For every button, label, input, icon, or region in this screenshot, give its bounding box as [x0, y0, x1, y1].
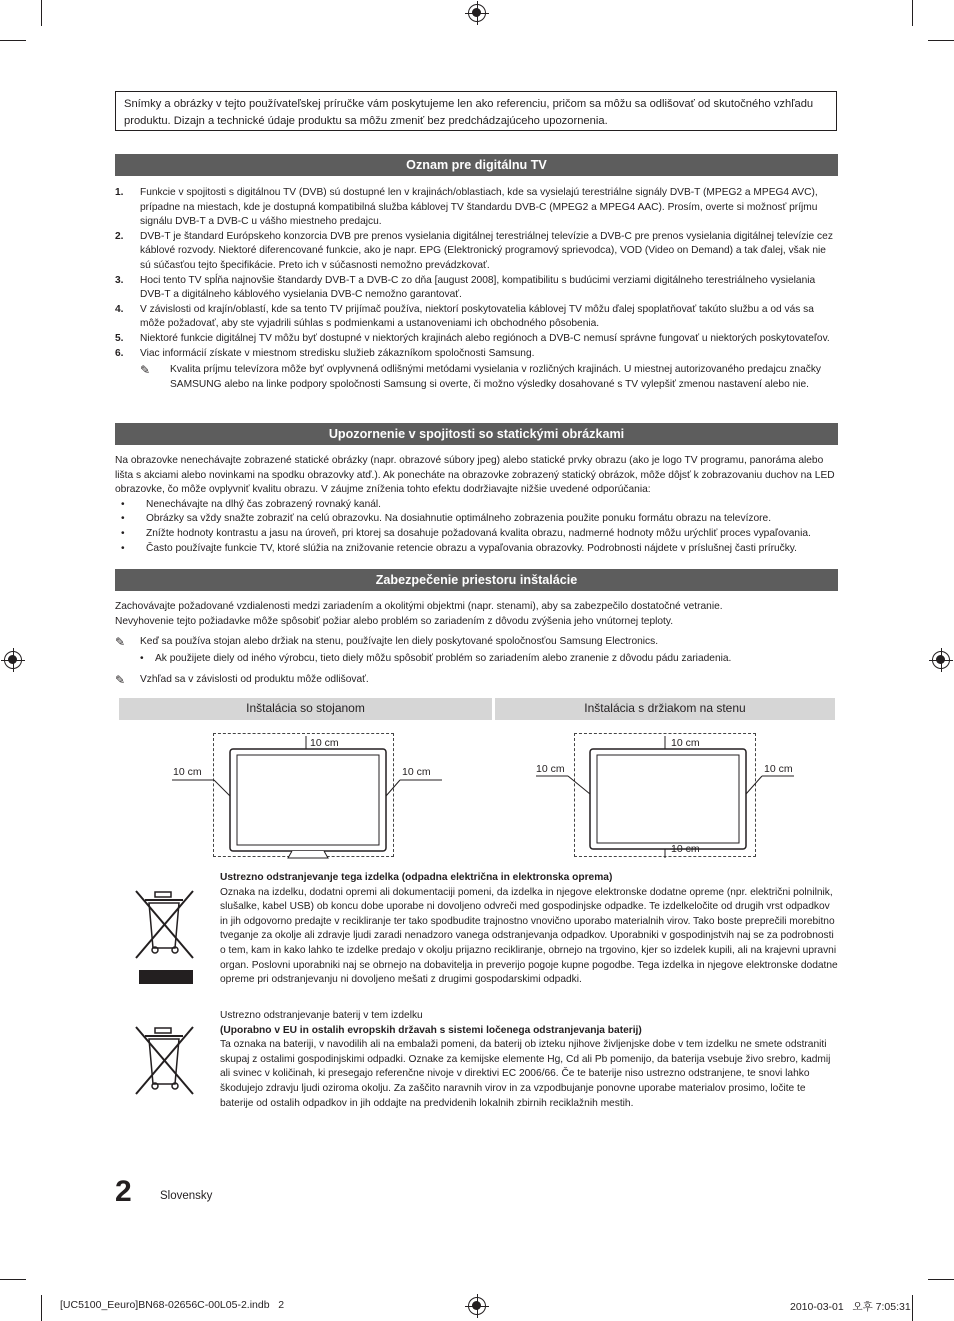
crop-mark — [0, 40, 26, 41]
list-item: 5. Niektoré funkcie digitálnej TV môžu byť dostupné v niektorých krajinách alebo regiónoch a DVB-C nemusí správne fungovať u niektorých poskytovateľov. — [115, 332, 830, 344]
reception-note: ✎ Kvalita príjmu televízora môže byť ovplyvnená odlišnými metódami vysielania v rozličných krajinách. U miestnej autorizovaného predajcu značky SAMSUNG alebo na linke podpory spoločnosti Samsung si overte, či možno výsledky dosahované s TV vylepšiť zmenou nastavení alebo nie. — [140, 363, 839, 392]
install-text: Zachovávajte požadované vzdialenosti medzi zariadením a okolitými objektmi (napr. stenami), aby sa zabezpečilo dostatočné vetranie. — [115, 601, 723, 612]
crop-mark — [928, 40, 954, 41]
stand-install-header: Inštalácia so stojanom — [119, 698, 492, 720]
page-number: 2 — [115, 1175, 132, 1208]
dist-right: 10 cm — [402, 766, 431, 778]
install-body — [115, 600, 839, 688]
file-name: [UC5100_Eeuro]BN68-02656C-00L05-2.indb 2 — [60, 1299, 285, 1311]
crop-mark — [928, 1279, 954, 1280]
install-note: ✎ Vzhľad sa v závislosti od produktu môže odlišovať. — [115, 673, 369, 688]
crossed-bin-icon — [133, 888, 197, 988]
registration-mark-icon — [4, 651, 22, 669]
dist-bottom: 10 cm — [671, 843, 700, 855]
list-item: • Obrázky sa vždy snažte zobraziť na celú obrazovku. Na dosiahnutie optimálneho zobrazenia použite ponuku formátu obrazu na televízore. — [121, 513, 772, 525]
list-item: 2. DVB-T je štandard Európskeho konzorcia DVB pre prenos vysielania digitálnej terestriálnej televízie a DVB-C pre prenos vysielania digitálnej televízie cez káblové rozvody. Niektoré diferencované funkcie, ako je napr. EPG (Elektronický programový sprievodca), VOD (Video on Demand) a tak ďalej, však nie sú súčasťou tejto špecifikácie. Preto ich v súčasnosti nemožno prevádzkovať. — [115, 230, 833, 271]
pen-note-icon: ✎ — [115, 635, 126, 650]
crop-mark — [0, 1279, 26, 1280]
list-item: • Často používajte funkcie TV, ktoré slúžia na znižovanie retencie obrazu a vypaľovania obrazovky. Podrobnosti nájdete v príslušnej časti príručky. — [121, 542, 797, 554]
pen-note-icon: ✎ — [140, 363, 151, 378]
list-item: 4. V závislosti od krajín/oblastí, kde sa tento TV prijímač používa, niektorí poskytovatelia káblovej TV môžu ďalej spoplatňovať takúto službu a od vás sa môže požadovať, aby ste vyjadrili súhlas s podmienkami a ustanoveniami ich obchodného pôsobenia. — [115, 303, 814, 330]
wall-install-header: Inštalácia s držiakom na stenu — [495, 698, 835, 720]
dist-left: 10 cm — [536, 763, 565, 775]
weee-notice — [220, 871, 840, 988]
still-image-intro: Na obrazovke nenechávajte zobrazené statické obrázky (napr. obrazové súbory jpeg) alebo statické prvky obrazu (ako je logo TV programu, panoráma alebo lišta s akciami alebo novinkami na spodku obrazovky atď.). Ak ponecháte na obrazovke zobrazený statický obrázok, môže dôjsť k zobrazovaniu duchov na LED obrazovke, čo môže ovplyvniť kvalitu obrazu. V záujme zníženia tohto efektu dodržiavajte nižšie uvedené odporúčania: — [115, 455, 835, 496]
dist-top: 10 cm — [310, 737, 339, 749]
weee-title: Ustrezno odstranjevanje tega izdelka (odpadna električna in elektronska oprema) — [220, 872, 613, 883]
list-item: 3. Hoci tento TV spĺňa najnovšie štandardy DVB-T a DVB-C zo dňa [august 2008], kompatibilitu s budúcimi verziami digitálneho terestriálneho vysielania DVB-T a digitálneho káblového vysielania DVB-C nemožno garantovať. — [115, 274, 816, 301]
crossed-bin-icon — [133, 1024, 197, 1104]
digital-tv-list — [115, 186, 839, 392]
registration-mark-icon — [932, 651, 950, 669]
list-item: • Nenechávajte na dlhý čas zobrazený rovnaký kanál. — [121, 498, 382, 510]
battery-subtitle: (Uporabno v EU in ostalih evropskih državah s sistemi ločenega odstranjevanja baterij) — [220, 1024, 642, 1036]
section-header-install: Zabezpečenie priestoru inštalácie — [115, 569, 838, 591]
crop-mark — [41, 0, 42, 26]
dist-left: 10 cm — [173, 766, 202, 778]
weee-text: Oznaka na izdelku, dodatni opremi ali dokumentaciji pomeni, da izdelka in njegove elektronske dodatne opreme (npr. električni polnilnik, slušalke, kabel USB) ob koncu dobe uporabe ni dovoljeno odvreči med gospodinjske odpadke. Te izdelkeločite od drugih vrst odpadkov in jih odgovorno predajte v recikliranje ter tako spodbudite trajnostno vnovično uporabo materialnih virov. Tako boste preprečili morebitno tveganje za okolje ali zdravje ljudi zaradi nenadzoro vanega odstranjevanja odpadkov. Uporabniki v gospodinjstvih naj se za podrobnosti o tem, kam in kako lahko te izdelke predajo v okolju prijazno recikliranje, obrnejo na trgovino, kjer so izdelek kupili, ali na krajevni upravni organ. Poslovni uporabniki naj se obrnejo na dobavitelja in preverijo pogoje kupne pogodbe. Tega izdelka in njegove elektronske dodatne opreme pri odstranjevanju ni dovoljeno mešati z drugimi gospodarskimi odpadki. — [220, 886, 838, 986]
timestamp: 2010-03-01 오후 7:05:31 — [790, 1301, 911, 1313]
registration-mark-icon — [468, 4, 486, 22]
battery-notice — [220, 1009, 840, 1111]
still-image-body — [115, 454, 839, 556]
battery-title: Ustrezno odstranjevanje baterij v tem izdelku — [220, 1010, 423, 1021]
section-header-still-image: Upozornenie v spojitosti so statickými obrázkami — [115, 423, 838, 445]
pen-note-icon: ✎ — [115, 673, 126, 688]
install-note: ✎ Keď sa používa stojan alebo držiak na stenu, používajte len diely poskytované spoločnosťou Samsung Electronics. — [115, 635, 659, 650]
dist-right: 10 cm — [764, 763, 793, 775]
language-label: Slovensky — [160, 1190, 213, 1202]
dist-top: 10 cm — [671, 737, 700, 749]
install-note-bullet: • Ak použijete diely od iného výrobcu, tieto diely môžu spôsobiť problém so zariadením alebo zranenie z dôvodu pádu zariadenia. — [140, 652, 732, 664]
notice-box — [115, 91, 837, 131]
registration-mark-icon — [468, 1297, 486, 1315]
list-item: 1. Funkcie v spojitosti s digitálnou TV (DVB) sú dostupné len v krajinách/oblastiach, kde sa vysielajú terestriálne signály DVB-T (MPEG2 a MPEG4 AVC), prípadne na miestach, kde je dostupná kompatibilná služba káblovej TV štandardu DVB-C (MPEG2 a MPEG4 AAC). Prosím, overte si možnosť príjmu signálu DVB-T a DVB-C u vášho miestneho predajcu. — [115, 187, 818, 228]
section-header-digital-tv: Oznam pre digitálnu TV — [115, 154, 838, 176]
list-item: 6. Viac informácií získate v miestnom stredisku služieb zákazníkom spoločnosti Samsung. — [115, 347, 535, 359]
crop-mark — [41, 1295, 42, 1321]
list-item: • Znížte hodnoty kontrastu a jasu na úroveň, pri ktorej sa dosahuje požadovaná kvalita obrazu, nadmerné hodnoty môžu urýchliť proces vypaľovania. — [121, 527, 811, 539]
crop-mark — [912, 0, 913, 26]
install-text: Nevyhovenie tejto požiadavke môže spôsobiť požiar alebo problém so zariadením z dôvodu zvýšenia jeho vnútornej teploty. — [115, 615, 674, 627]
notice-text: Snímky a obrázky v tejto používateľskej príručke vám poskytujeme len ako referenciu, pričom sa môžu sa odlišovať od skutočného vzhľadu produktu. Dizajn a technické údaje produktu sa môžu zmeniť bez predchádzajúceho upozornenia. — [124, 98, 814, 127]
crop-mark — [912, 1295, 913, 1321]
battery-text: Ta oznaka na bateriji, v navodilih ali na embalaži pomeni, da baterij ob izteku njihove življenjske dobe v tem izdelku ne smete odstraniti skupaj z ostalimi gospodinjskimi odpadki. Oznake za kemijske elemente Hg, Cd ali Pb pomenijo, da baterija vsebuje živo srebro, kadmij ali svinec v količinah, ki presegajo referenčne nivoje v direktivi EC 2006/66. Če te baterije niso ustrezno odstranjene, te snovi lahko škodujejo zdravju ljudi oziroma okolju. Za zaščito naravnih virov in za vzpodbujanje ponovne uporabe materialov prosimo, ločite te baterije od ostalih odpadkov in jih oddajte na predvidenih lokalnih zbirnih reciklažnih mestih. — [220, 1039, 831, 1109]
